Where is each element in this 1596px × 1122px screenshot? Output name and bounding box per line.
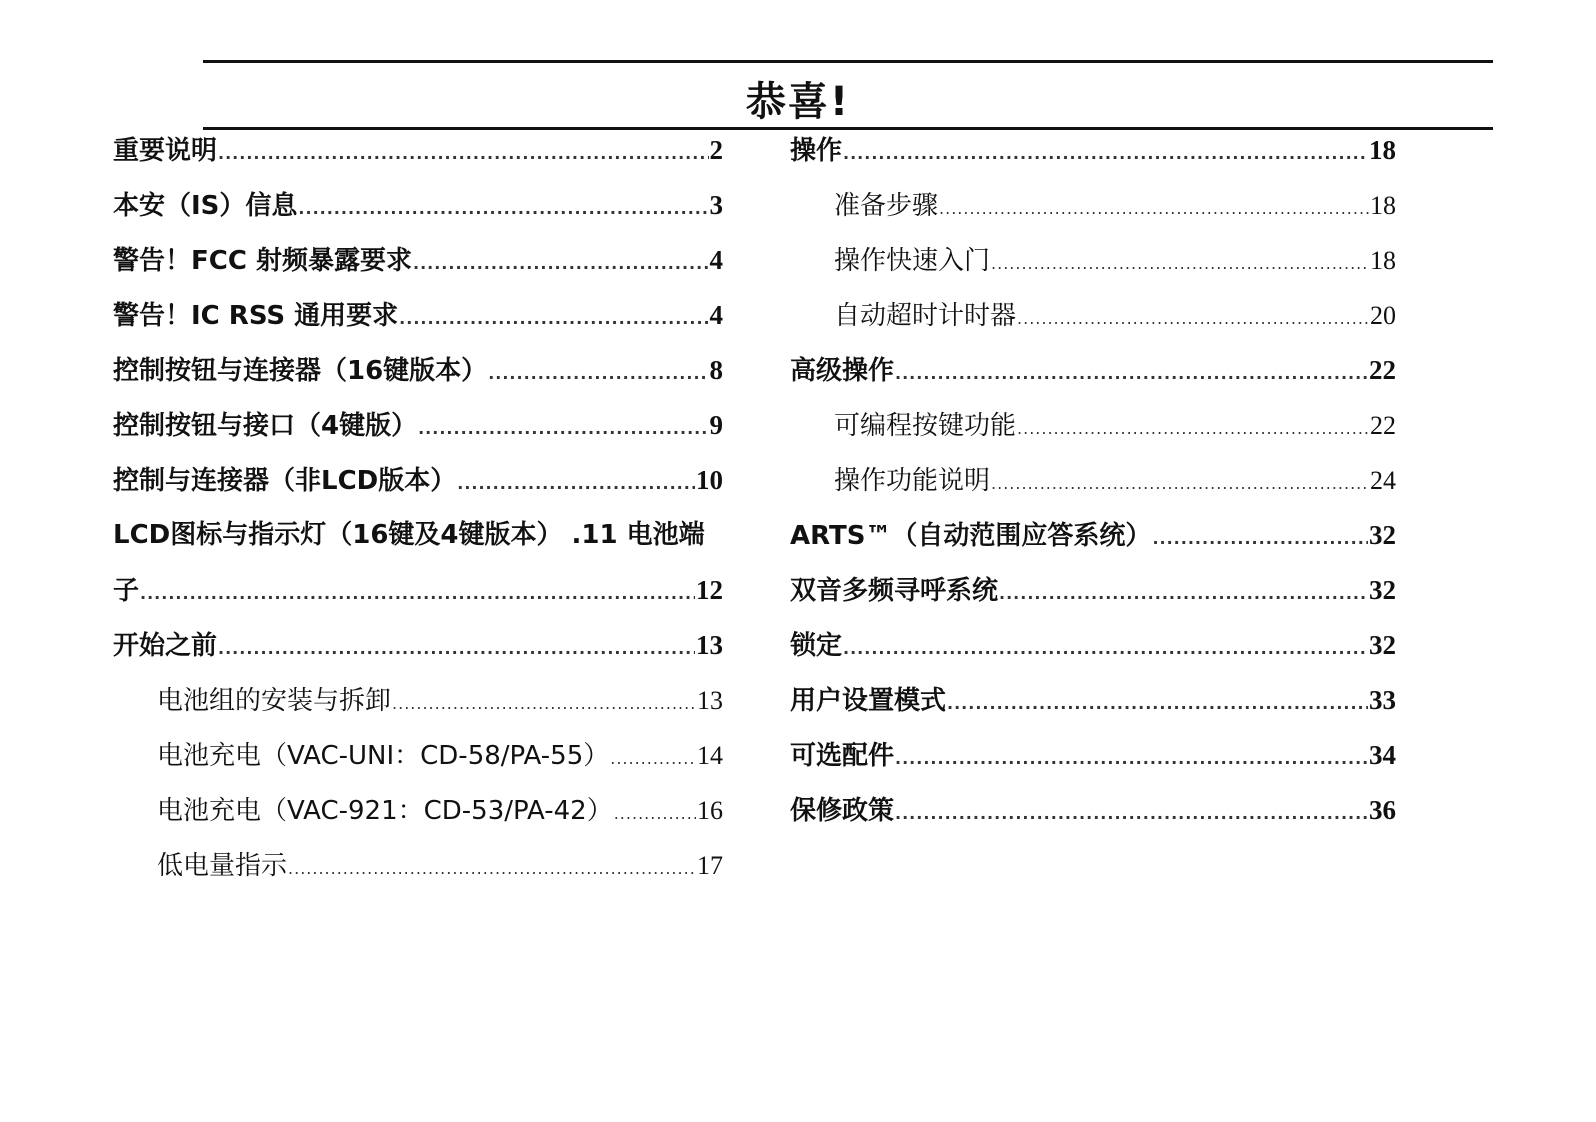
toc-entry-text: 开始之前 <box>113 631 218 661</box>
toc-entry[interactable] <box>113 398 723 453</box>
toc-entry[interactable] <box>113 453 723 508</box>
toc-entry[interactable] <box>113 508 723 563</box>
toc-page-number: 32 <box>1369 630 1396 660</box>
header-top-rule <box>203 60 1493 63</box>
toc-entry-text: 电池组的安装与拆卸 <box>157 686 392 716</box>
toc-page-number: 4 <box>709 300 723 330</box>
toc-page-number: 16 <box>697 796 723 825</box>
toc-leader <box>1017 291 1369 346</box>
toc-subentry[interactable] <box>790 453 1396 508</box>
toc-entry-text: 准备步骤 <box>834 191 939 221</box>
toc-entry-text: 控制按钮与接口（4键版） <box>113 411 418 441</box>
toc-subentry[interactable] <box>113 728 723 783</box>
toc-page-number: 13 <box>696 630 723 660</box>
toc-entry-text: 操作快速入门 <box>834 246 991 276</box>
toc-leader <box>1152 511 1368 566</box>
toc-page-number: 17 <box>697 851 723 880</box>
toc-page-number: 9 <box>709 410 723 440</box>
toc-entry-text: ARTS™（自动范围应答系统） <box>790 521 1152 551</box>
toc-entry[interactable] <box>113 233 723 288</box>
toc-entry-text: 控制按钮与连接器（16键版本） <box>113 356 488 386</box>
toc-page-number: 14 <box>697 741 723 770</box>
toc-entry[interactable] <box>790 563 1396 618</box>
toc-leader <box>392 676 696 731</box>
page-title: 恭喜! <box>745 79 851 125</box>
toc-leader <box>610 731 696 786</box>
toc-subentry[interactable] <box>790 288 1396 343</box>
toc-entry-text: 保修政策 <box>790 796 895 826</box>
toc-entry-text: 电池充电（VAC-921：CD-53/PA-42） <box>157 796 613 826</box>
toc-subentry[interactable] <box>113 783 723 838</box>
toc-leader <box>999 566 1368 621</box>
toc-entry[interactable] <box>790 673 1396 728</box>
toc-entry-text: 锁定 <box>790 631 843 661</box>
toc-leader <box>991 236 1369 291</box>
toc-leader <box>288 841 696 896</box>
toc-entry[interactable] <box>790 783 1396 838</box>
toc-entry-text: 高级操作 <box>790 356 895 386</box>
toc-entry[interactable] <box>113 123 723 178</box>
toc-entry-text: 可选配件 <box>790 741 895 771</box>
toc-page-number: 18 <box>1369 135 1396 165</box>
toc-entry-text: LCD图标与指示灯（16键及4键版本） .11 电池端 <box>113 520 705 550</box>
toc-entry-text: 低电量指示 <box>157 851 288 881</box>
toc-page-number: 36 <box>1369 795 1396 825</box>
toc-page-number: 22 <box>1370 411 1396 440</box>
toc-entry[interactable] <box>790 618 1396 673</box>
toc-leader <box>218 126 708 181</box>
toc-entry[interactable] <box>113 178 723 233</box>
toc-subentry[interactable] <box>113 673 723 728</box>
toc-leader <box>843 126 1368 181</box>
toc-page-number: 32 <box>1369 520 1396 550</box>
toc-leader <box>947 676 1368 731</box>
toc-page-number: 20 <box>1370 301 1396 330</box>
toc-page-number: 22 <box>1369 355 1396 385</box>
toc-entry-text: 警告！IC RSS 通用要求 <box>113 301 399 331</box>
toc-page-number: 13 <box>697 686 723 715</box>
toc-entry[interactable] <box>790 728 1396 783</box>
toc-leader <box>939 181 1369 236</box>
toc-subentry[interactable] <box>113 838 723 893</box>
toc-leader <box>218 621 695 676</box>
toc-page-number: 18 <box>1370 191 1396 220</box>
toc-page-number: 33 <box>1369 685 1396 715</box>
toc-entry[interactable] <box>790 508 1396 563</box>
toc-entry-text: 重要说明 <box>113 136 218 166</box>
toc-left-column <box>113 123 723 893</box>
toc-page-number: 18 <box>1370 246 1396 275</box>
toc-leader <box>488 346 708 401</box>
toc-leader <box>457 456 695 511</box>
toc-leader <box>1017 401 1369 456</box>
toc-entry-text: 用户设置模式 <box>790 686 947 716</box>
toc-subentry[interactable] <box>790 233 1396 288</box>
toc-right-column <box>790 123 1396 838</box>
toc-entry-text: 警告！FCC 射频暴露要求 <box>113 246 412 276</box>
toc-leader <box>895 731 1368 786</box>
toc-entry[interactable] <box>790 123 1396 178</box>
toc-entry-text: 可编程按键功能 <box>834 411 1017 441</box>
toc-entry[interactable] <box>113 618 723 673</box>
toc-page-number: 12 <box>696 575 723 605</box>
toc-leader <box>413 236 709 291</box>
toc-page-number: 32 <box>1369 575 1396 605</box>
toc-entry[interactable] <box>113 343 723 398</box>
toc-leader <box>140 566 695 621</box>
toc-entry-text: 控制与连接器（非LCD版本） <box>113 466 457 496</box>
toc-entry-text: 操作功能说明 <box>834 466 991 496</box>
toc-leader <box>991 456 1369 511</box>
toc-entry[interactable] <box>113 288 723 343</box>
toc-leader <box>843 621 1368 676</box>
toc-entry[interactable] <box>113 563 723 618</box>
toc-subentry[interactable] <box>790 398 1396 453</box>
toc-page-number: 24 <box>1370 466 1396 495</box>
toc-page-number: 8 <box>709 355 723 385</box>
toc-leader <box>399 291 708 346</box>
toc-leader <box>298 181 708 236</box>
toc-page-number: 2 <box>709 135 723 165</box>
toc-subentry[interactable] <box>790 178 1396 233</box>
toc-page-number: 10 <box>696 465 723 495</box>
toc-entry-text: 自动超时计时器 <box>834 301 1017 331</box>
toc-page-number: 34 <box>1369 740 1396 770</box>
toc-entry-text: 双音多频寻呼系统 <box>790 576 999 606</box>
toc-leader <box>614 786 696 841</box>
toc-page-number: 4 <box>709 245 723 275</box>
toc-leader <box>418 401 708 456</box>
toc-leader <box>895 346 1368 401</box>
toc-entry-text: 子 <box>113 576 140 606</box>
toc-leader <box>895 786 1368 841</box>
toc-page-number: 3 <box>709 190 723 220</box>
toc-entry-text: 操作 <box>790 136 843 166</box>
toc-entry-text: 本安（IS）信息 <box>113 191 298 221</box>
toc-entry[interactable] <box>790 343 1396 398</box>
toc-entry-text: 电池充电（VAC-UNI：CD-58/PA-55） <box>157 741 610 771</box>
